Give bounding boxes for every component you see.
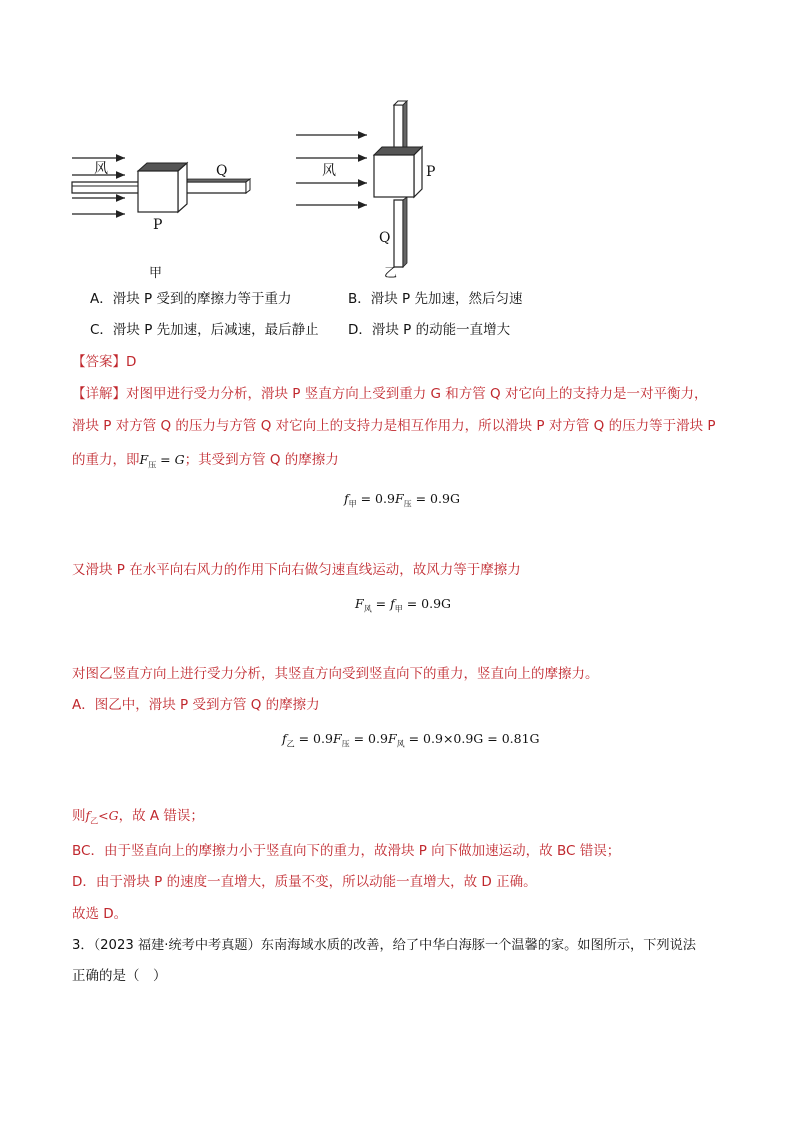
- figure-right: [296, 101, 435, 281]
- block-p: [374, 147, 422, 197]
- figure-caption-left: 甲: [149, 266, 163, 281]
- block-label: P: [426, 164, 436, 180]
- figure-left: [72, 158, 250, 281]
- option-a: A．滑块 P 受到的摩擦力等于重力: [90, 291, 292, 307]
- tube-label: Q: [379, 230, 391, 246]
- detail-text: ，故 A 错误；: [118, 808, 204, 824]
- tube-label: Q: [216, 163, 228, 179]
- answer-line: [72, 352, 136, 372]
- physics-figure: [60, 95, 460, 285]
- answer-value: D: [126, 354, 137, 370]
- figure-caption-right: 乙: [384, 266, 398, 281]
- detail-line-8: BC．由于竖直向上的摩擦力小于竖直向下的重力，故滑块 P 向下做加速运动，故 BC 错误；: [72, 843, 621, 859]
- detail-line-2: 滑块 P 对方管 Q 的压力与方管 Q 对它向上的支持力是相互作用力，所以滑块 P 对方管 Q 的压力等于滑块 P: [72, 418, 716, 434]
- option-c: C．滑块 P 先加速，后减速，最后静止: [90, 322, 319, 338]
- detail-text: 的重力，即: [72, 452, 140, 468]
- wind-label: 风: [94, 161, 108, 177]
- answer-label: 【答案】: [72, 354, 126, 370]
- detail-text: 对图甲进行受力分析，滑块 P 竖直方向上受到重力 G 和方管 Q 对它向上的支持力是一对平衡力，: [126, 386, 708, 402]
- detail-line-1: [72, 384, 707, 404]
- detail-line-7: [72, 806, 204, 832]
- equation-1: $f_甲 = 0.9F_压 = 0.9G$: [344, 491, 460, 509]
- detail-label: 【详解】: [72, 386, 126, 402]
- option-d: D．滑块 P 的动能一直增大: [348, 322, 511, 338]
- detail-text: ；其受到方管 Q 的摩擦力: [184, 452, 339, 468]
- option-b: B．滑块 P 先加速，然后匀速: [348, 291, 523, 307]
- wind-label: 风: [322, 163, 336, 179]
- detail-line-10: 故选 D。: [72, 906, 128, 922]
- detail-line-6: A．图乙中，滑块 P 受到方管 Q 的摩擦力: [72, 697, 320, 713]
- block-p: [138, 163, 187, 212]
- inline-equation: $f_乙<G$: [85, 808, 119, 826]
- block-label: P: [153, 217, 163, 233]
- detail-line-4: 又滑块 P 在水平向右风力的作用下向右做匀速直线运动，故风力等于摩擦力: [72, 562, 521, 578]
- detail-text: 则: [72, 808, 86, 824]
- inline-equation: $F_压 = G$: [139, 452, 185, 470]
- equation-2: $F_风 = f_甲 = 0.9G$: [355, 596, 452, 614]
- question-3-line-2: 正确的是（ ）: [72, 968, 167, 984]
- equation-3: $f_乙 = 0.9F_压 = 0.9F_风 = 0.9\times 0.9G = 0.81G$: [282, 731, 540, 749]
- question-3-line-1: 3．（2023 福建·统考中考真题）东南海域水质的改善，给了中华白海豚一个温馨的家。如图所示，下列说法: [72, 938, 696, 953]
- detail-line-9: D．由于滑块 P 的速度一直增大，质量不变，所以动能一直增大，故 D 正确。: [72, 874, 537, 890]
- detail-line-3: [72, 450, 339, 476]
- detail-line-5: 对图乙竖直方向上进行受力分析，其竖直方向受到竖直向下的重力，竖直向上的摩擦力。: [72, 666, 599, 682]
